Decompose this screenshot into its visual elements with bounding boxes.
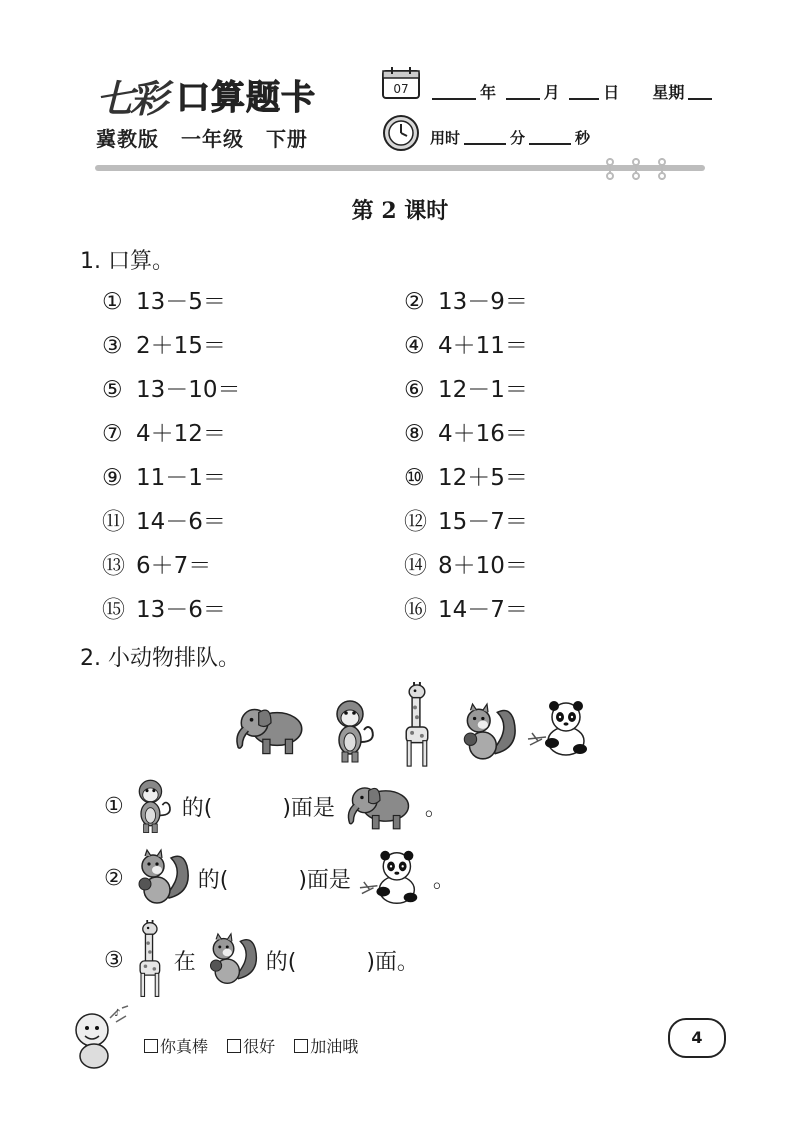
problem-number: ⑨	[102, 465, 123, 491]
problem-number: ⑥	[404, 377, 425, 403]
self-rating	[144, 1034, 372, 1057]
squirrel-image	[456, 702, 518, 764]
problem-item	[404, 591, 528, 624]
day-label: 日	[603, 83, 620, 102]
problem-item	[404, 327, 528, 360]
squirrel-image	[203, 931, 259, 989]
seconds-blank[interactable]	[529, 143, 571, 145]
problem-item	[404, 371, 528, 404]
problem-item	[102, 327, 226, 360]
problem-expression: 12－1＝	[438, 377, 528, 403]
sub-1-end: 。	[424, 795, 447, 821]
lesson-title: 第 2 课时	[351, 198, 449, 224]
panda-image	[526, 698, 596, 760]
page-number: 4	[668, 1018, 726, 1058]
minutes-label: 分	[510, 129, 526, 147]
elephant-image	[342, 777, 418, 835]
problem-item	[102, 283, 226, 316]
sub-3-text-b: 的(	[265, 949, 297, 975]
sub-1-number: ①	[104, 793, 124, 819]
problem-item	[102, 459, 226, 492]
edition-info	[96, 123, 322, 152]
problem-expression: 13－5＝	[136, 289, 226, 315]
date-fields	[428, 80, 716, 103]
sub-3-text-a: 在	[173, 949, 196, 975]
sub-question-1	[104, 776, 447, 836]
problem-item	[102, 415, 226, 448]
problem-number: ⑤	[102, 377, 123, 403]
problem-expression: 4＋12＝	[136, 421, 226, 447]
problem-expression: 14－7＝	[438, 597, 528, 623]
month-label: 月	[543, 83, 560, 102]
problem-number: ③	[102, 333, 123, 359]
sub-3-text-c: )面。	[366, 949, 419, 975]
month-blank[interactable]	[506, 98, 540, 100]
problem-expression: 2＋15＝	[136, 333, 226, 359]
edition-grade: 一年级	[180, 127, 244, 151]
rating-label: 很好	[243, 1037, 276, 1056]
giraffe-image	[396, 682, 436, 770]
problem-number: ⑧	[404, 421, 425, 447]
svg-text:♪: ♪	[114, 1008, 121, 1019]
problem-number: ⑩	[404, 465, 425, 491]
divider-ornament	[600, 154, 680, 184]
problem-item	[404, 547, 528, 580]
rating-option-great[interactable]	[144, 1037, 208, 1056]
rating-label: 加油哦	[310, 1037, 359, 1056]
problem-item	[404, 503, 528, 536]
brand-title: 口算题卡	[176, 78, 316, 118]
problem-expression: 15－7＝	[438, 509, 528, 535]
sub-2-text-a: 的(	[197, 867, 229, 893]
problem-expression: 13－9＝	[438, 289, 528, 315]
problem-expression: 13－6＝	[136, 597, 226, 623]
monkey-image	[131, 776, 175, 836]
rating-label: 你真棒	[160, 1037, 209, 1056]
time-used-label: 用时	[430, 129, 461, 147]
problem-expression: 13－10＝	[136, 377, 241, 403]
problem-item	[404, 283, 528, 316]
problem-expression: 4＋16＝	[438, 421, 528, 447]
problem-item	[102, 503, 226, 536]
weekday-blank[interactable]	[688, 98, 712, 100]
day-blank[interactable]	[569, 98, 599, 100]
time-fields	[430, 127, 590, 148]
edition-publisher: 冀教版	[96, 127, 159, 151]
seconds-label: 秒	[575, 129, 591, 147]
problem-number: ④	[404, 333, 425, 359]
weekday-label: 星期	[652, 83, 685, 102]
mascot-icon	[66, 1004, 136, 1070]
question-2-title: 2. 小动物排队。	[80, 646, 240, 671]
animal-queue	[228, 682, 598, 768]
rating-option-keep-trying[interactable]	[294, 1037, 358, 1056]
problem-item	[404, 459, 528, 492]
squirrel-image	[131, 848, 191, 908]
question-1-title: 1. 口算。	[80, 249, 174, 274]
problem-number: ⑯	[404, 597, 427, 623]
year-blank[interactable]	[432, 98, 476, 100]
problem-item	[102, 547, 211, 580]
sub-2-number: ②	[104, 865, 124, 891]
checkbox-icon[interactable]	[144, 1039, 158, 1053]
calendar-icon	[381, 66, 421, 100]
clock-icon	[381, 112, 421, 152]
elephant-image	[230, 698, 312, 760]
year-label: 年	[480, 83, 497, 102]
checkbox-icon[interactable]	[227, 1039, 241, 1053]
problem-number: ⑫	[404, 509, 427, 535]
sub-1-text-a: 的(	[181, 795, 213, 821]
problem-number: ⑪	[102, 509, 125, 535]
checkbox-icon[interactable]	[294, 1039, 308, 1053]
problem-expression: 6＋7＝	[136, 553, 212, 579]
problem-expression: 11－1＝	[136, 465, 226, 491]
sub-2-end: 。	[432, 867, 455, 893]
brand-script: 七彩	[96, 76, 165, 121]
sub-question-3	[104, 920, 419, 1000]
problem-expression: 12＋5＝	[438, 465, 528, 491]
problem-item	[102, 371, 241, 404]
problem-number: ⑬	[102, 553, 125, 579]
monkey-image	[328, 696, 378, 766]
sub-question-2	[104, 848, 455, 908]
problem-number: ⑦	[102, 421, 123, 447]
problem-expression: 4＋11＝	[438, 333, 528, 359]
panda-image	[358, 848, 426, 908]
problem-number: ⑮	[102, 597, 125, 623]
problem-expression: 14－6＝	[136, 509, 226, 535]
problem-number: ⑭	[404, 553, 427, 579]
giraffe-image	[131, 920, 167, 1000]
sub-3-number: ③	[104, 947, 124, 973]
problem-number: ①	[102, 289, 123, 315]
problem-expression: 8＋10＝	[438, 553, 528, 579]
problem-number: ②	[404, 289, 425, 315]
calendar-day: 07	[393, 82, 409, 96]
minutes-blank[interactable]	[464, 143, 506, 145]
sub-2-text-b: )面是	[298, 867, 351, 893]
problem-item	[102, 591, 226, 624]
problem-item	[404, 415, 528, 448]
sub-1-text-b: )面是	[282, 795, 335, 821]
edition-volume: 下册	[265, 127, 308, 151]
rating-option-good[interactable]	[227, 1037, 275, 1056]
